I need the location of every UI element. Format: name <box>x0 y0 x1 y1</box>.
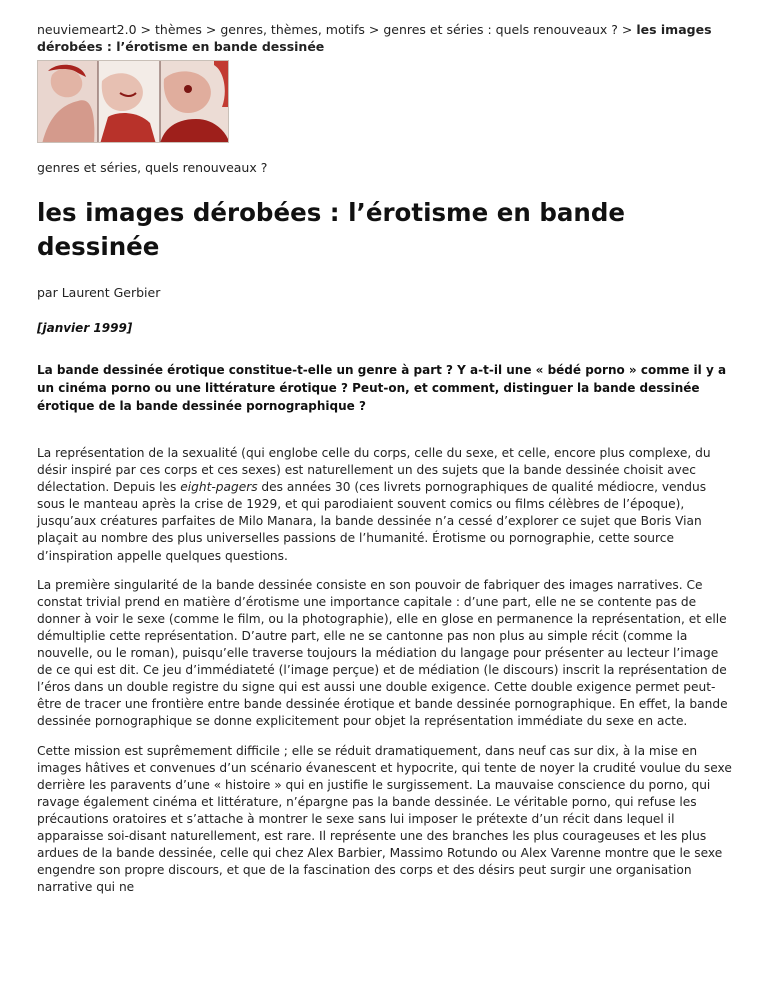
article-date: [janvier 1999] <box>37 321 133 335</box>
article-paragraph: La première singularité de la bande dessinée consiste en son pouvoir de fabriquer des images narratives. Ce constat trivial prend en matière d’érotisme une importance capitale : d’une part, elle ne se contente pas de donner à voir le sexe (comme le film, ou la photographie), elle en glose en permanence la représentation, et elle démultiplie cette représentation. D’autre part, elle ne se cantonne pas non plus au simple récit (comme la nouvelle, ou le roman), puisqu’elle traverse toujours la médiation du langage pour présenter au lecteur l’image de ce qui est dit. Ce jeu d’immédiateté (l’image perçue) et de médiation (le discours) inscrit la représentation de l’éros dans un double registre du signe qui est aussi une double exigence. Cette double exigence permet peut-être de tracer une frontière entre bande dessinée érotique et bande dessinée pornographique. En effet, la bande dessinée pornographique se donne explicitement pour objet la représentation immédiate du sexe en acte. <box>37 577 728 729</box>
article-lead: La bande dessinée érotique constitue-t-elle un genre à part ? Y a-t-il une « bédé porno » comme il y a un cinéma porno ou une littérature érotique ? Peut-on, et comment, distinguer la bande dessinée érotique de la bande dessinée pornographique ? <box>37 363 727 413</box>
breadcrumb-current: les images dérobées : l’érotisme en bande dessinée <box>37 22 712 54</box>
rubric-label <box>37 160 267 175</box>
breadcrumb-separator: > <box>368 22 380 37</box>
breadcrumb-separator: > <box>140 22 152 37</box>
erotic-comic-panel-icon <box>38 61 229 143</box>
article-title: les images dérobées : l’érotisme en bande dessinée <box>37 198 625 261</box>
paragraph-text: des années 30 (ces livrets pornographiques de qualité médiocre, vendus sous le manteau après la crise de 1929, et qui parodiaient souvent comics ou films célèbres de l’époque), jusqu’aux créatures parfaites de Milo Manara, la bande dessinée n’a cessé d’explorer ce sujet que Boris Vian plaçait au nombre des plus universelles passions de l’humanité. Érotisme ou pornographie, cette source d’inspiration appelle quelques questions. <box>37 480 707 563</box>
breadcrumb-link-genres[interactable]: genres, thèmes, motifs <box>220 22 365 37</box>
breadcrumb-link-themes[interactable]: thèmes <box>155 22 202 37</box>
article-body <box>37 445 735 908</box>
paragraph-text: La représentation de la sexualité (qui englobe celle du corps, celle du sexe, et celle, encore plus complexe, du désir inspiré par ces corps et ces sexes) est naturellement un des sujets que la bande dessinée choisit avec délectation. Depuis les <box>37 446 711 495</box>
emphasis-text: eight-pagers <box>180 480 258 495</box>
breadcrumb-separator: > <box>621 22 633 37</box>
rubric-link[interactable]: genres et séries, quels renouveaux ? <box>37 160 268 175</box>
article-paragraph <box>37 445 735 565</box>
breadcrumb <box>37 21 732 55</box>
breadcrumb-link-home[interactable]: neuviemeart2.0 <box>37 22 137 37</box>
rubric-banner-image[interactable] <box>37 60 229 143</box>
article-paragraph: Cette mission est suprêmement difficile ; elle se réduit dramatiquement, dans neuf cas sur dix, à la mise en images hâtives et convenues d’un scénario évanescent et hypocrite, qui tente de noyer la crudité voulue du sexe derrière les paravents d’une « histoire » qui en justifie le surgissement. La mauvaise conscience du porno, qui ravage également cinéma et littérature, n’épargne pas la bande dessinée. Le véritable porno, qui refuse les précautions oratoires et s’attache à montrer le sexe sans lui imposer le prétexte d’un récit dans lequel il apparaisse soi-disant naturellement, est rare. Il représente une des branches les plus courageuses et les plus ardues de la bande dessinée, celle qui chez Alex Barbier, Massimo Rotundo ou Alex Varenne montre que le sexe engendre son propre discours, et que de la fascination des corps et des désirs peut surgir une organisation narrative qui ne <box>37 743 732 895</box>
article-author: par Laurent Gerbier <box>37 285 161 300</box>
breadcrumb-link-series[interactable]: genres et séries : quels renouveaux ? <box>383 22 618 37</box>
breadcrumb-separator: > <box>205 22 217 37</box>
